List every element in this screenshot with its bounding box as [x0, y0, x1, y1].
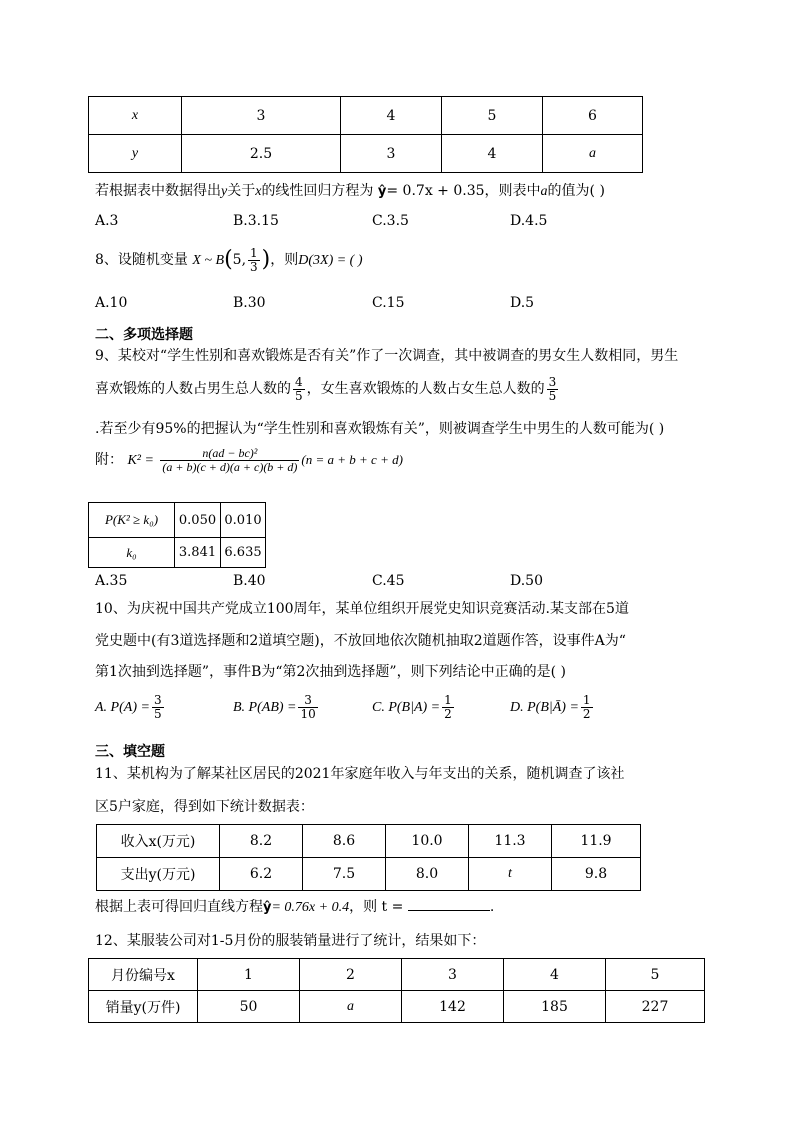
question-11-answer-line	[95, 896, 494, 916]
fraction-denominator: 2	[582, 706, 591, 721]
table-cell: 185	[504, 991, 606, 1023]
question-10-line3: 第1次抽到选择题”，事件B为“第2次抽到选择题”，则下列结论中正确的是( )	[95, 664, 566, 680]
table-cell: a	[543, 135, 643, 173]
q8-text: 8、设随机变量	[95, 252, 188, 268]
q9-formula-condition: (n = a + b + c + d)	[301, 452, 403, 467]
table-cell: 9.8	[552, 858, 641, 891]
table-cell: 销量y(万件)	[89, 991, 198, 1023]
q8-text: ，则	[270, 252, 299, 268]
table-cell: P(K² ≥ k₀)	[89, 503, 175, 538]
q7-x-var: x	[255, 184, 262, 199]
fraction-denominator: 3	[250, 259, 258, 274]
q10-option-a[interactable]	[95, 692, 166, 723]
fraction-numerator: 3	[298, 694, 317, 708]
table-cell: 227	[606, 991, 705, 1023]
option-label: A. P(A) =	[95, 700, 150, 715]
table-row	[89, 503, 266, 538]
q8-fraction	[248, 247, 260, 274]
option-fraction	[152, 694, 164, 721]
q9-option-a[interactable]: A.35	[95, 573, 128, 589]
q7-y-var: y	[221, 184, 228, 199]
q7-equation: = 0.7x + 0.35	[386, 183, 485, 199]
table-cell: 5	[442, 97, 543, 135]
table-cell: a	[300, 991, 402, 1023]
table-cell: 4	[504, 959, 606, 991]
q9-fraction-1	[293, 376, 305, 403]
question-9-line2	[95, 374, 560, 404]
table-row	[89, 97, 643, 135]
table-cell: y	[89, 135, 182, 173]
question-11-line2: 区5户家庭，得到如下统计数据表：	[95, 799, 314, 815]
option-label: C. P(B|A) =	[372, 700, 441, 715]
q10-option-c[interactable]	[372, 692, 456, 723]
fraction-denominator: (a + b)(c + d)(a + c)(b + d)	[162, 459, 298, 474]
option-label: D. P(B|Ā) =	[510, 700, 579, 715]
q7-text: 的线性回归方程为	[261, 183, 374, 199]
table-row	[97, 858, 641, 891]
option-fraction	[298, 694, 317, 721]
q7-text: 若根据表中数据得出	[95, 183, 221, 199]
fraction-denominator: 5	[153, 706, 162, 721]
option-fraction	[442, 694, 454, 721]
table-cell: 11.3	[469, 825, 552, 858]
q10-option-b[interactable]	[233, 692, 320, 723]
q8-option-d[interactable]: D.5	[510, 295, 535, 311]
q8-option-b[interactable]: B.30	[233, 295, 266, 311]
table-xy	[88, 96, 643, 173]
answer-blank[interactable]	[408, 898, 490, 911]
table-row	[89, 991, 705, 1023]
fraction-numerator: 1	[582, 692, 591, 707]
table-cell: 142	[402, 991, 504, 1023]
fraction-numerator: 1	[250, 245, 258, 260]
table-cell: 8.6	[303, 825, 386, 858]
q9-text: 喜欢锻炼的人数占男生总人数的	[95, 381, 291, 397]
q8-dist: X ~ B	[192, 253, 225, 268]
table-cell: 2.5	[182, 135, 341, 173]
q11-text: 根据上表可得回归直线方程	[95, 899, 263, 915]
q9-formula	[95, 446, 403, 475]
table-cell: 1	[198, 959, 300, 991]
table-cell: 3	[182, 97, 341, 135]
paren-right: )	[261, 247, 271, 272]
table-cell: 6	[543, 97, 643, 135]
fraction-denominator: 5	[548, 388, 557, 403]
q9-option-b[interactable]: B.40	[233, 573, 266, 589]
table-cell: 0.010	[221, 503, 266, 538]
question-10-line1: 10、为庆祝中国共产党成立100周年，某单位组织开展党史知识竞赛活动.某支部在5道	[95, 601, 629, 617]
table-cell: 6.635	[221, 538, 266, 568]
q11-text: ，则 t =	[349, 899, 404, 915]
table-cell: 收入x(万元)	[97, 825, 220, 858]
table-cell: 4	[341, 97, 442, 135]
table-cell: t	[469, 858, 552, 891]
q9-formula-fraction	[160, 447, 299, 474]
table-cell: k₀	[89, 538, 175, 568]
option-fraction	[581, 694, 593, 721]
table-cell: 8.2	[220, 825, 303, 858]
table-cell: 3	[402, 959, 504, 991]
question-10-line2: 党史题中(有3道选择题和2道填空题)，不放回地依次随机抽取2道题作答，设事件A为“	[95, 633, 626, 649]
q8-param: 5,	[232, 252, 247, 268]
question-9-line1: 9、某校对“学生性别和喜欢锻炼是否有关”作了一次调查，其中被调查的男女生人数相同，男生	[95, 348, 679, 364]
q8-option-c[interactable]: C.15	[372, 295, 405, 311]
q9-formula-label: 附：	[95, 452, 123, 468]
q8-option-a[interactable]: A.10	[95, 295, 128, 311]
section-title: 二、多项选择题	[95, 327, 193, 343]
table-cell: 10.0	[386, 825, 469, 858]
fraction-denominator: 10	[300, 706, 316, 721]
table-cell: 3	[341, 135, 442, 173]
fraction-numerator: 3	[153, 692, 162, 707]
q11-equation: = 0.76x + 0.4	[271, 900, 350, 915]
q11-text: .	[489, 899, 495, 915]
paren-left: (	[224, 247, 233, 272]
q9-text: ，女生喜欢锻炼的人数占女生总人数的	[306, 381, 545, 397]
table-cell: x	[89, 97, 182, 135]
q9-option-c[interactable]: C.45	[372, 573, 405, 589]
q9-fraction-2	[547, 376, 559, 403]
table-cell: 4	[442, 135, 543, 173]
fraction-numerator: 4	[295, 374, 303, 389]
fraction-denominator: 2	[444, 706, 452, 721]
question-9-line3: .若至少有95%的把握认为“学生性别和喜欢锻炼有关”，则被调查学生中男生的人数可能为( )	[95, 421, 665, 437]
fraction-denominator: 5	[295, 388, 303, 403]
q10-option-d[interactable]	[510, 692, 595, 723]
q7-text: 关于	[227, 183, 256, 199]
table-cell: 5	[606, 959, 705, 991]
table-cell: 8.0	[386, 858, 469, 891]
q7-option-c[interactable]: C.3.5	[372, 213, 409, 229]
question-8-stem	[95, 245, 363, 276]
q7-option-d[interactable]: D.4.5	[510, 213, 548, 229]
question-7-stem	[95, 180, 605, 200]
table-cell: 支出y(万元)	[97, 858, 220, 891]
table-row	[89, 538, 266, 568]
q7-option-b[interactable]: B.3.15	[233, 213, 279, 229]
option-label: B. P(AB) =	[233, 700, 297, 715]
table-k-squared	[88, 502, 266, 568]
hat-y-symbol: ŷ	[377, 184, 387, 199]
table-cell: 7.5	[303, 858, 386, 891]
section-title: 三、填空题	[95, 744, 165, 760]
question-11-line1: 11、某机构为了解某社区居民的2021年家庭年收入与年支出的关系，随机调查了该社	[95, 766, 625, 782]
table-row	[89, 959, 705, 991]
q8-expr: D(3X) = ( )	[298, 253, 363, 268]
q7-text: ，则表中	[484, 183, 541, 199]
table-cell: 3.841	[175, 538, 221, 568]
hat-y-symbol: ŷ	[263, 900, 272, 915]
fraction-numerator: n(ad − bc)²	[160, 447, 299, 461]
q9-formula-lhs: K² =	[127, 453, 154, 468]
table-cell: 6.2	[220, 858, 303, 891]
q7-a-var: a	[540, 184, 548, 199]
table-cell: 2	[300, 959, 402, 991]
q7-text: 的值为( )	[547, 183, 605, 199]
table-monthly-sales	[88, 958, 705, 1023]
q7-option-a[interactable]: A.3	[95, 213, 119, 229]
q9-option-d[interactable]: D.50	[510, 573, 543, 589]
table-income-expense	[96, 824, 641, 891]
table-row	[97, 825, 641, 858]
fraction-numerator: 1	[444, 692, 452, 707]
table-cell: 11.9	[552, 825, 641, 858]
table-row	[89, 135, 643, 173]
fraction-numerator: 3	[548, 374, 557, 389]
table-cell: 50	[198, 991, 300, 1023]
table-cell: 0.050	[175, 503, 221, 538]
table-cell: 月份编号x	[89, 959, 198, 991]
question-12-line1: 12、某服装公司对1-5月份的服装销量进行了统计，结果如下：	[95, 933, 486, 949]
